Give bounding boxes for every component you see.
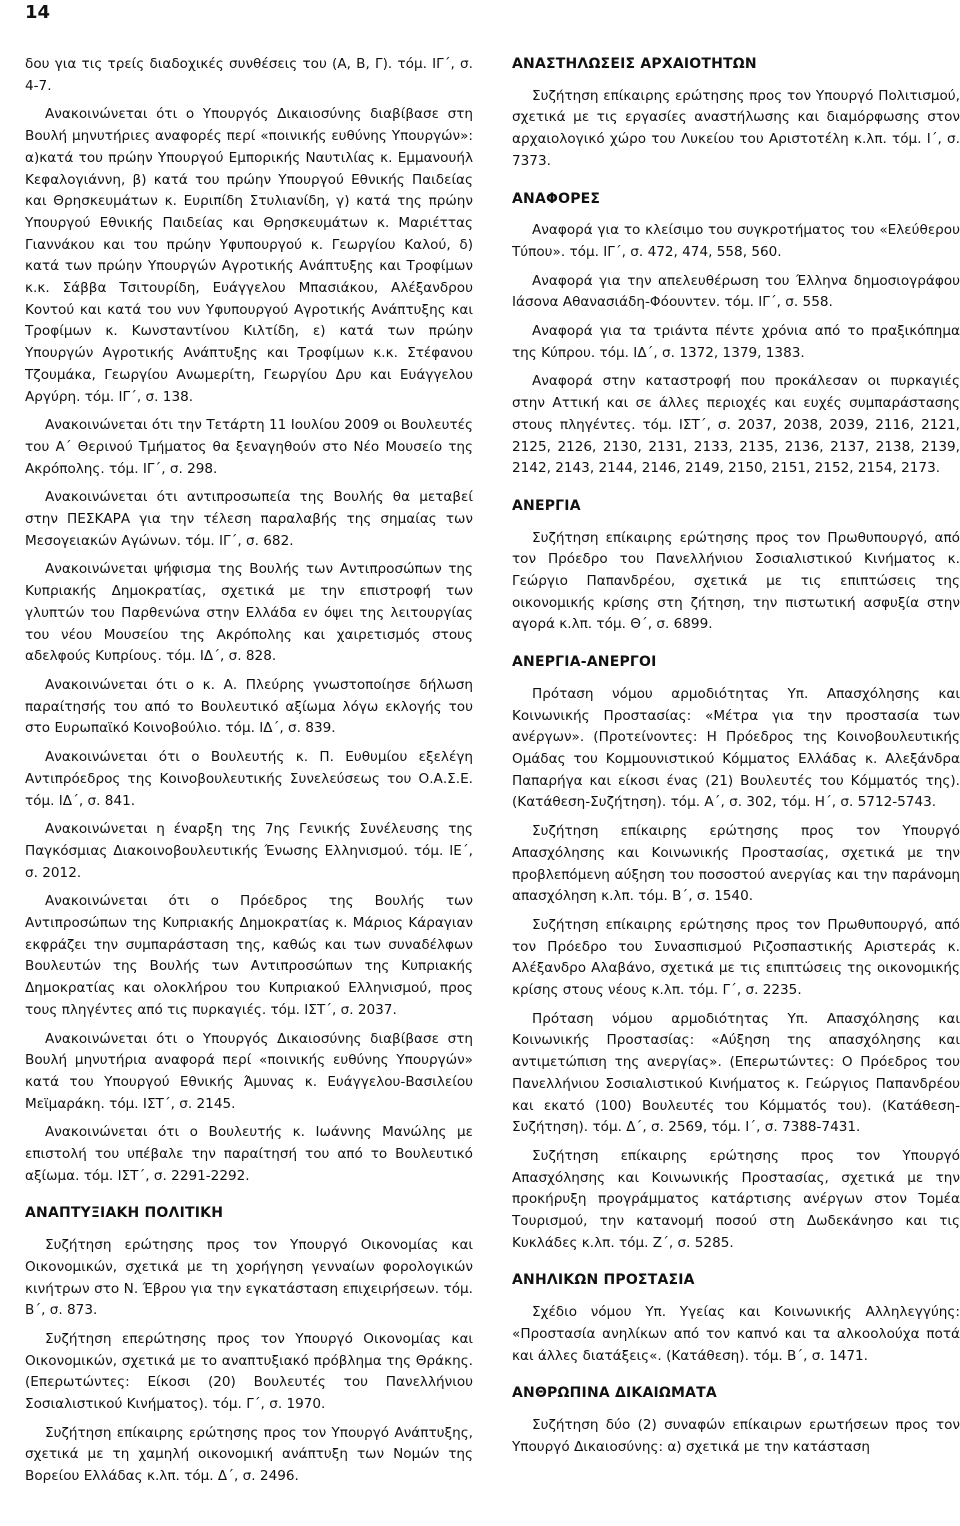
right-column bbox=[512, 54, 960, 1465]
paragraph: Συζήτηση ερώτησης προς τον Υπουργό Οικονομίας και Οικονομικών, σχετικά με τη χορήγηση γενναίων φορολογικών κινήτρων στο Ν. Έβρου για την εγκατάσταση επιχειρήσεων. τόμ. Β΄, σ. 873. bbox=[25, 1237, 473, 1319]
paragraph: Αναφορά για τα τριάντα πέντε χρόνια από το πραξικόπημα της Κύπρου. τόμ. ΙΔ΄, σ. 1372, 1379, 1383. bbox=[512, 323, 960, 361]
paragraph: Αναφορά για το κλείσιμο του συγκροτήματος του «Ελεύθερου Τύπου». τόμ. ΙΓ΄, σ. 472, 474, 558, 560. bbox=[512, 222, 960, 260]
paragraph: Ανακοινώνεται ότι ο Βουλευτής κ. Ιωάννης Μανώλης με επιστολή του υπέβαλε την παραίτησή του από το Βουλευτικό αξίωμα. τόμ. ΙΣΤ΄, σ. 2291-2292. bbox=[25, 1124, 473, 1184]
paragraph: Πρόταση νόμου αρμοδιότητας Υπ. Απασχόλησης και Κοινωνικής Προστασίας: «Αύξηση της απασχόλησης και αντιμετώπιση της ανεργίας». (Επερωτώντες: Ο Πρόεδρος του Πανελλήνιου Σοσιαλιστικού Κινήματος κ. Γεώργιος Παπανδρέου και εκατό (100) Βουλευτές του Κόμματός του). (Κατάθεση-Συζήτηση). τόμ. Δ΄, σ. 2569, τόμ. Ι΄, σ. 7388-7431. bbox=[512, 1010, 960, 1136]
section-heading: ΑΝΗΛΙΚΩΝ ΠΡΟΣΤΑΣΙΑ bbox=[512, 1272, 695, 1289]
section-heading: ΑΝΕΡΓΙΑ-ΑΝΕΡΓΟΙ bbox=[512, 654, 657, 671]
paragraph: Συζήτηση επερώτησης προς τον Υπουργό Οικονομίας και Οικονομικών, σχετικά με το αναπτυξιακό πρόβλημα της Θράκης. (Επερωτώντες: Είκοσι (20) Βουλευτές του Πανελλήνιου Σοσιαλιστικού Κινήματος). τόμ. Γ΄, σ. 1970. bbox=[25, 1330, 473, 1413]
paragraph: Ανακοινώνεται ότι ο Υπουργός Δικαιοσύνης διαβίβασε στη Βουλή μηνυτήρια αναφορά περί «ποινικής ευθύνης Υπουργών» κατά του Υπουργού Εθνικής Άμυνας κ. Ευάγγελου-Βασιλείου Μεϊμαράκη. τόμ. ΙΣΤ΄, σ. 2145. bbox=[25, 1030, 473, 1112]
section-heading: ΑΝΕΡΓΙΑ bbox=[512, 497, 581, 514]
section-heading: ΑΝΑΣΤΗΛΩΣΕΙΣ ΑΡΧΑΙΟΤΗΤΩΝ bbox=[512, 56, 757, 72]
paragraph: Σχέδιο νόμου Υπ. Υγείας και Κοινωνικής Αλληλεγγύης: «Προστασία ανηλίκων από τον καπνό και τα αλκοολούχα ποτά και άλλες διατάξεις«. (Κατάθεση). τόμ. Β΄, σ. 1471. bbox=[512, 1304, 960, 1364]
paragraph: δου για τις τρείς διαδοχικές συνθέσεις του (Α, Β, Γ). τόμ. ΙΓ΄, σ. 4-7. bbox=[25, 56, 473, 94]
paragraph: Ανακοινώνεται η έναρξη της 7ης Γενικής Συνέλευσης της Παγκόσμιας Διακοινοβουλευτικής Ένωσης Ελληνισμού. τόμ. ΙΕ΄, σ. 2012. bbox=[25, 821, 473, 881]
paragraph: Συζήτηση επίκαιρης ερώτησης προς τον Πρωθυπουργό, από τον Πρόεδρο του Πανελλήνιου Σοσιαλιστικού Κινήματος κ. Γεώργιο Παπανδρέου, σχετικά με τις επιπτώσεις της οικονομικής κρίσης στη ζήτηση, την πιστωτική ασφυξία στην αγορά κ.λπ. τόμ. Θ΄, σ. 6899. bbox=[512, 529, 960, 633]
paragraph: Συζήτηση επίκαιρης ερώτησης προς τον Υπουργό Απασχόλησης και Κοινωνικής Προστασίας, σχετικά με την προβλεπόμενη αύξηση του ποσοστού ανεργίας και την παράνομη απασχόληση κ.λπ. τόμ. Β΄, σ. 1540. bbox=[512, 823, 960, 905]
paragraph: Συζήτηση επίκαιρης ερώτησης προς τον Υπουργό Ανάπτυξης, σχετικά με τη χαμηλή οικονομική ανάπτυξη των Νομών της Βορείου Ελλάδας κ.λπ. τόμ. Δ΄, σ. 2496. bbox=[25, 1424, 473, 1485]
page-number: 14 bbox=[25, 2, 51, 23]
paragraph: Πρόταση νόμου αρμοδιότητας Υπ. Απασχόλησης και Κοινωνικής Προστασίας: «Μέτρα για την προστασία των ανέργων». (Προτείνοντες: Η Πρόεδρος της Κοινοβουλευτικής Ομάδας του Κομμουνιστικού Κόμματος Ελλάδας κ. Αλεξάνδρα Παπαρήγα και είκοσι ένας (21) Βουλευτές του Κόμματός της). (Κατάθεση-Συζήτηση). τόμ. Α΄, σ. 302, τόμ. Η΄, σ. 5712-5743. bbox=[512, 685, 960, 811]
section-heading: ΑΝΑΦΟΡΕΣ bbox=[512, 190, 601, 207]
section-heading: ΑΝΘΡΩΠΙΝΑ ΔΙΚΑΙΩΜΑΤΑ bbox=[512, 1385, 717, 1402]
paragraph: Συζήτηση δύο (2) συναφών επίκαιρων ερωτήσεων προς τον Υπουργό Δικαιοσύνης: α) σχετικά με την κατάσταση bbox=[512, 1416, 960, 1455]
paragraph: Αναφορά στην καταστροφή που προκάλεσαν οι πυρκαγιές στην Αττική και σε άλλες περιοχές και ευχές συμπαράστασης στους πληγέντες. τόμ. ΙΣΤ΄, σ. 2037, 2038, 2039, 2116, 2121, 2125, 2126, 2130, 2131, 2133, 2135, 2136, 2137, 2138, 2139, 2142, 2143, 2144, 2146, 2149, 2150, 2151, 2152, 2154, 2173. bbox=[512, 373, 960, 477]
paragraph: Αναφορά για την απελευθέρωση του Έλληνα δημοσιογράφου Ιάσονα Αθανασιάδη-Φόουντεν. τόμ. ΙΓ΄, σ. 558. bbox=[512, 272, 960, 311]
left-column bbox=[25, 54, 473, 1495]
paragraph: Ανακοινώνεται ότι την Τετάρτη 11 Ιουλίου 2009 οι Βουλευτές του Α΄ Θερινού Τμήματος θα ξεναγηθούν στο Νέο Μουσείο της Ακρόπολης. τόμ. ΙΓ΄, σ. 298. bbox=[25, 417, 473, 477]
section-heading: ΑΝΑΠΤΥΞΙΑΚΗ ΠΟΛΙΤΙΚΗ bbox=[25, 1205, 224, 1222]
paragraph: Ανακοινώνεται ότι ο κ. Α. Πλεύρης γνωστοποίησε δήλωση παραίτησής του από το Βουλευτικό αξίωμα λόγω εκλογής του στο Ευρωπαϊκό Κοινοβούλιο. τόμ. ΙΔ΄, σ. 839. bbox=[25, 676, 473, 737]
paragraph: Ανακοινώνεται ψήφισμα της Βουλής των Αντιπροσώπων της Κυπριακής Δημοκρατίας, σχετικά με την επιστροφή των γλυπτών του Παρθενώνα στην Ελλάδα εν όψει της λειτουργίας του νέου Μουσείου της Ακρόπολης και χαιρετισμός στους αδελφούς Κυπρίους. τόμ. ΙΔ΄, σ. 828. bbox=[25, 561, 473, 665]
paragraph: Συζήτηση επίκαιρης ερώτησης προς τον Υπουργό Πολιτισμού, σχετικά με τις εργασίες αναστήλωσης και διαμόρφωσης στον αρχαιολογικό χώρο του Λυκείου του Αριστοτέλη κ.λπ. τόμ. Ι΄, σ. 7373. bbox=[512, 87, 960, 169]
paragraph: Ανακοινώνεται ότι ο Υπουργός Δικαιοσύνης διαβίβασε στη Βουλή μηνυτήριες αναφορές περί «ποινικής ευθύνης Υπουργών»: α)κατά του πρώην Υπουργού Εμπορικής Ναυτιλίας κ. Εμμανουήλ Κεφαλογιάννη, β) κατά του πρώην Υπουργού Εθνικής Παιδείας και Θρησκευμάτων κ. Ευριπίδη Στυλιανίδη, γ) κατά της πρώην Υπουργού Εθνικής Παιδείας και Θρησκευμάτων κ. Μαριέττας Γιαννάκου και του πρώην Υφυπουργού κ. Γεωργίου Καλού, δ) κατά των πρώην Υπουργών Αγροτικής Ανάπτυξης και Τροφίμων κ.κ. Σάββα Τσιτουρίδη, Ευάγγελου Μπασιάκου, Αλέξανδρου Κοντού και κατά του νυν Υφυπουργού Αγροτικής Ανάπτυξης και Τροφίμων κ. Κωνσταντίνου Κιλτίδη, ε) κατά των πρώην Υπουργών Αγροτικής Ανάπτυξης και Τροφίμων κ.κ. Στέφανου Τζουμάκα, Γεωργίου Ανωμερίτη, Γεωργίου Δρυ και Ευάγγελου Αργύρη. τόμ. ΙΓ΄, σ. 138. bbox=[25, 106, 473, 405]
paragraph: Συζήτηση επίκαιρης ερώτησης προς τον Πρωθυπουργό, από τον Πρόεδρο του Συνασπισμού Ριζοσπαστικής Αριστεράς κ. Αλέξανδρο Αλαβάνο, σχετικά με τις επιπτώσεις της οικονομικής κρίσης στους νέους κ.λπ. τόμ. Γ΄, σ. 2235. bbox=[512, 916, 960, 999]
paragraph: Ανακοινώνεται ότι ο Πρόεδρος της Βουλής των Αντιπροσώπων της Κυπριακής Δημοκρατίας κ. Μάριος Κάραγιαν εκφράζει την συμπαράσταση της, καθώς και των συναδέλφων Βουλευτών της Βουλής των Αντιπροσώπων της Κυπριακής Δημοκρατίας και ολοκλήρου του Κυπριακού Ελληνισμού, προς τους πληγέντες από τις πυρκαγιές. τόμ. ΙΣΤ΄, σ. 2037. bbox=[25, 893, 473, 1018]
paragraph: Ανακοινώνεται ότι ο Βουλευτής κ. Π. Ευθυμίου εξελέγη Αντιπρόεδρος της Κοινοβουλευτικής Συνελεύσεως του Ο.Α.Σ.Ε. τόμ. ΙΔ΄, σ. 841. bbox=[25, 749, 473, 809]
paragraph: Συζήτηση επίκαιρης ερώτησης προς τον Υπουργό Απασχόλησης και Κοινωνικής Προστασίας, σχετικά με την προκήρυξη προγράμματος κατάρτισης ανέργων στον Τομέα Τουρισμού, την κατανομή ποσού στη Δωδεκάνησο και τις Κυκλάδες κ.λπ. τόμ. Ζ΄, σ. 5285. bbox=[512, 1147, 960, 1251]
paragraph: Ανακοινώνεται ότι αντιπροσωπεία της Βουλής θα μεταβεί στην ΠΕΣΚΑΡΑ για την τέλεση παραλαβής της σημαίας των Μεσογειακών Αγώνων. τόμ. ΙΓ΄, σ. 682. bbox=[25, 489, 473, 549]
